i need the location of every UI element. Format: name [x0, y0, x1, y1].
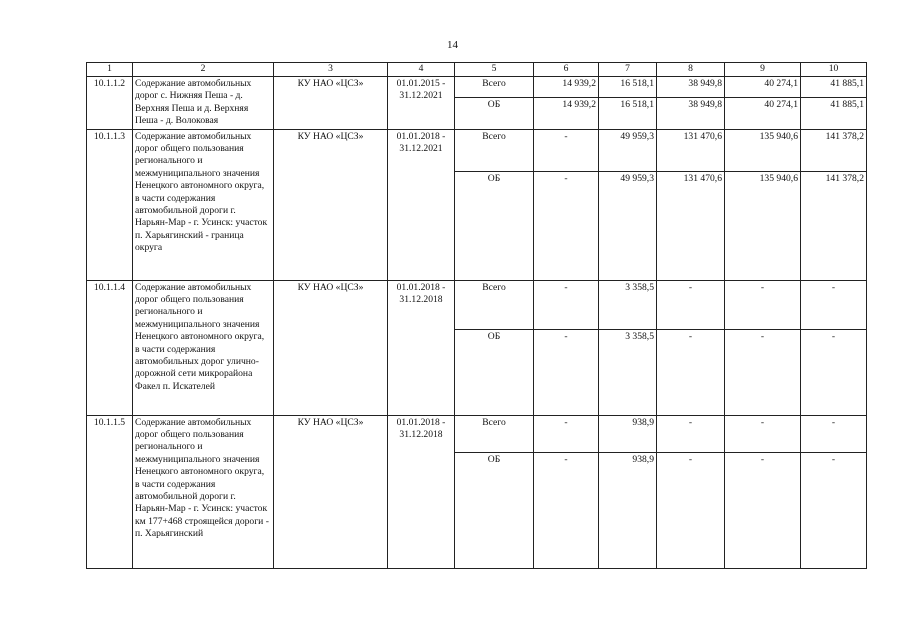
table-row: [87, 129, 867, 171]
amount-cell: -: [534, 329, 599, 415]
item-name: Содержание автомобильных дорог с. Нижняя Пеша - д. Верхняя Пеша и д. Верхняя Пеша - д. Волоковая: [133, 77, 274, 130]
table-row: [87, 77, 867, 98]
col-header: 5: [455, 63, 534, 77]
page-number: 14: [447, 39, 458, 51]
amount-cell: 135 940,6: [725, 171, 801, 280]
col-header: 9: [725, 63, 801, 77]
amount-cell: 14 939,2: [534, 98, 599, 129]
item-number: 10.1.1.2: [87, 77, 133, 130]
amount-cell: 38 949,8: [657, 98, 725, 129]
amount-cell: -: [725, 415, 801, 452]
amount-cell: -: [657, 329, 725, 415]
amount-cell: 141 378,2: [801, 129, 867, 171]
col-header: 2: [133, 63, 274, 77]
item-number: 10.1.1.3: [87, 129, 133, 280]
amount-cell: -: [657, 452, 725, 568]
amount-cell: -: [725, 452, 801, 568]
amount-cell: -: [657, 415, 725, 452]
amount-cell: -: [801, 329, 867, 415]
amount-cell: 16 518,1: [599, 77, 657, 98]
item-term: 01.01.2018 - 31.12.2021: [388, 129, 455, 280]
item-term: 01.01.2015 - 31.12.2021: [388, 77, 455, 130]
col-header: 4: [388, 63, 455, 77]
item-term: 01.01.2018 - 31.12.2018: [388, 415, 455, 568]
amount-cell: 938,9: [599, 452, 657, 568]
amount-cell: 40 274,1: [725, 77, 801, 98]
amount-cell: -: [534, 171, 599, 280]
funding-source: Всего: [455, 129, 534, 171]
amount-cell: 41 885,1: [801, 98, 867, 129]
amount-cell: 38 949,8: [657, 77, 725, 98]
amount-cell: -: [657, 280, 725, 329]
item-term: 01.01.2018 - 31.12.2018: [388, 280, 455, 415]
budget-table: [86, 62, 867, 569]
funding-source: ОБ: [455, 452, 534, 568]
col-header: 1: [87, 63, 133, 77]
amount-cell: 14 939,2: [534, 77, 599, 98]
amount-cell: -: [534, 415, 599, 452]
amount-cell: 40 274,1: [725, 98, 801, 129]
amount-cell: 131 470,6: [657, 129, 725, 171]
col-header: 6: [534, 63, 599, 77]
amount-cell: 16 518,1: [599, 98, 657, 129]
item-name: Содержание автомобильных дорог общего пользования регионального и межмуниципального значения Ненецкого автономного округа, в части содержания автомобильной дороги г. Нарьян-Мар - г. Усинск: участок км 177+468 строящейся дороги - п. Харьягинский: [133, 415, 274, 568]
col-header: 8: [657, 63, 725, 77]
funding-source: ОБ: [455, 171, 534, 280]
amount-cell: 49 959,3: [599, 171, 657, 280]
amount-cell: -: [725, 280, 801, 329]
col-header: 10: [801, 63, 867, 77]
col-header: 3: [274, 63, 388, 77]
funding-source: Всего: [455, 415, 534, 452]
item-executor: КУ НАО «ЦСЗ»: [274, 129, 388, 280]
amount-cell: -: [725, 329, 801, 415]
item-executor: КУ НАО «ЦСЗ»: [274, 280, 388, 415]
amount-cell: 131 470,6: [657, 171, 725, 280]
funding-source: Всего: [455, 280, 534, 329]
table-row: [87, 415, 867, 452]
amount-cell: -: [801, 280, 867, 329]
amount-cell: -: [534, 452, 599, 568]
item-name: Содержание автомобильных дорог общего пользования регионального и межмуниципального значения Ненецкого автономного округа, в части содержания автомобильных дорог улично-дорожной сети микрорайона Факел п. Искателей: [133, 280, 274, 415]
amount-cell: -: [801, 452, 867, 568]
amount-cell: 938,9: [599, 415, 657, 452]
item-executor: КУ НАО «ЦСЗ»: [274, 77, 388, 130]
amount-cell: 141 378,2: [801, 171, 867, 280]
header-row: [87, 63, 867, 77]
amount-cell: 135 940,6: [725, 129, 801, 171]
funding-source: ОБ: [455, 329, 534, 415]
table-row: [87, 280, 867, 329]
amount-cell: 41 885,1: [801, 77, 867, 98]
funding-source: Всего: [455, 77, 534, 98]
item-executor: КУ НАО «ЦСЗ»: [274, 415, 388, 568]
col-header: 7: [599, 63, 657, 77]
amount-cell: -: [534, 129, 599, 171]
amount-cell: 3 358,5: [599, 280, 657, 329]
item-number: 10.1.1.5: [87, 415, 133, 568]
funding-source: ОБ: [455, 98, 534, 129]
item-name: Содержание автомобильных дорог общего пользования регионального и межмуниципального значения Ненецкого автономного округа, в части содержания автомобильной дороги г. Нарьян-Мар - г. Усинск: участок п. Харьягинский - граница округа: [133, 129, 274, 280]
amount-cell: 3 358,5: [599, 329, 657, 415]
amount-cell: 49 959,3: [599, 129, 657, 171]
item-number: 10.1.1.4: [87, 280, 133, 415]
amount-cell: -: [534, 280, 599, 329]
amount-cell: -: [801, 415, 867, 452]
